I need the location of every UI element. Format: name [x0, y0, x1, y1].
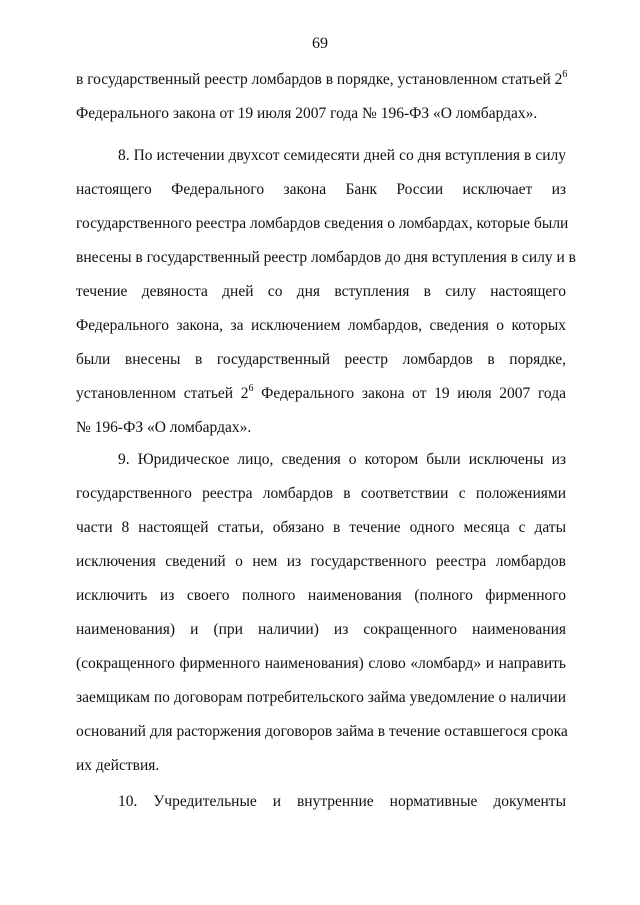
text-line: заемщикам по договорам потребительского займа уведомление о наличии — [76, 689, 566, 706]
text-line: № 196-ФЗ «О ломбардах». — [76, 419, 252, 436]
text-line: внесены в государственный реестр ломбардов до дня вступления в силу и в — [76, 249, 576, 266]
text-line: Федерального закона от 19 июля 2007 года № 196-ФЗ «О ломбардах». — [76, 105, 538, 122]
text-line: настоящего Федерального закона Банк России исключает из — [76, 181, 566, 198]
text-line: их действия. — [76, 757, 160, 774]
text-line: государственного реестра ломбардов в соответствии с положениями — [76, 485, 566, 502]
text-line: исключить из своего полного наименования (полного фирменного — [76, 587, 566, 604]
text-line: наименования) и (при наличии) из сокращенного наименования — [76, 621, 566, 638]
text-line: (сокращенного фирменного наименования) слово «ломбард» и направить — [76, 655, 566, 672]
text-line: государственного реестра ломбардов сведения о ломбардах, которые были — [76, 215, 569, 232]
text-line: оснований для расторжения договоров займа в течение оставшегося срока — [76, 723, 568, 740]
paragraph-10-first-line: 10. Учредительные и внутренние нормативные документы — [118, 793, 566, 810]
text-line: части 8 настоящей статьи, обязано в течение одного месяца с даты — [76, 519, 566, 536]
text-line: течение девяноста дней со дня вступления в силу настоящего — [76, 283, 566, 300]
text-line: были внесены в государственный реестр ломбардов в порядке, — [76, 351, 566, 368]
text-line: исключения сведений о нем из государственного реестра ломбардов — [76, 553, 566, 570]
page-number: 69 — [312, 35, 328, 52]
text-line: в государственный реестр ломбардов в порядке, установленном статьей $2^6$ — [76, 69, 568, 88]
text-line: установленном статьей $2^6$ Федерального закона от 19 июля 2007 года — [76, 383, 566, 402]
paragraph-8-first-line: 8. По истечении двухсот семидесяти дней со дня вступления в силу — [118, 147, 566, 164]
paragraph-9-first-line: 9. Юридическое лицо, сведения о котором были исключены из — [118, 451, 566, 468]
text-line: Федерального закона, за исключением ломбардов, сведения о которых — [76, 317, 566, 334]
